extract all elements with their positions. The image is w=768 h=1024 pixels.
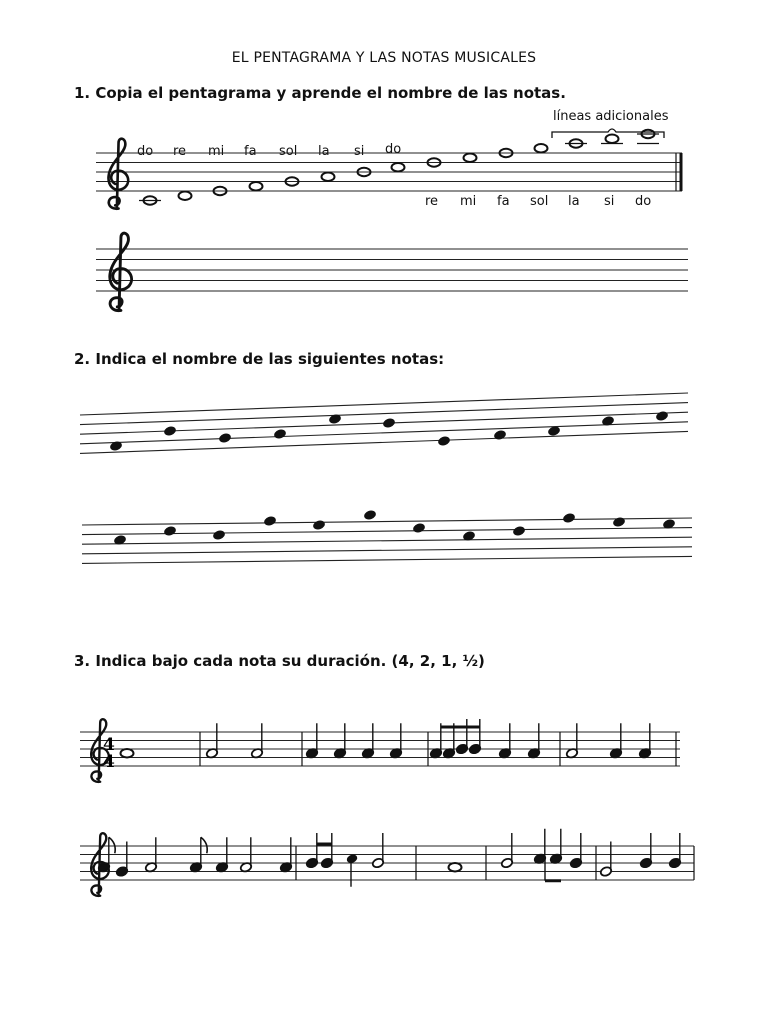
filled-note	[212, 529, 226, 541]
whole-note	[464, 154, 477, 162]
staff-line	[80, 393, 688, 415]
staff-line	[82, 537, 692, 544]
note-name-upper: do	[385, 142, 402, 157]
ledger-lines-label: líneas adicionales	[553, 109, 669, 124]
filled-note	[512, 525, 526, 537]
whole-note	[179, 192, 192, 200]
whole-note	[322, 173, 335, 181]
whole-note	[606, 135, 619, 143]
note-name-lower: re	[425, 194, 439, 209]
filled-note	[163, 525, 177, 537]
time-signature-bottom: 4	[103, 752, 115, 772]
staff-line	[82, 547, 692, 554]
filled-note	[109, 440, 123, 452]
staff-durations-1	[80, 719, 680, 782]
exercise-3-heading: 3. Indica bajo cada nota su duración. (4, 2, 1, ½)	[74, 652, 485, 670]
eighth-flag	[109, 837, 115, 853]
whole-note	[535, 144, 548, 152]
whole-note	[392, 163, 405, 171]
note-name-upper: mi	[208, 144, 225, 159]
note-name-lower: fa	[497, 194, 510, 209]
filled-note	[437, 435, 451, 447]
filled-note	[363, 509, 377, 521]
filled-note	[163, 425, 177, 437]
whole-note	[449, 863, 462, 871]
note-name-lower: do	[635, 194, 652, 209]
note-name-lower: sol	[530, 194, 549, 209]
eighth-flag	[201, 837, 207, 853]
staff-line	[82, 556, 692, 563]
note-name-upper: la	[318, 144, 330, 159]
note-name-upper: fa	[244, 144, 257, 159]
filled-note	[493, 429, 507, 441]
staff-line	[82, 518, 692, 525]
filled-note	[218, 432, 232, 444]
staff-identify-notes-2	[82, 509, 692, 563]
treble-clef-icon	[110, 233, 132, 310]
whole-note	[121, 749, 134, 757]
time-signature-top: 4	[103, 735, 115, 755]
note-name-lower: la	[568, 194, 580, 209]
filled-note	[562, 512, 576, 524]
staff-durations-2	[80, 829, 694, 896]
staff-line	[80, 403, 688, 425]
note-name-upper: do	[137, 144, 154, 159]
filled-note	[273, 428, 287, 440]
note-name-upper: sol	[279, 144, 298, 159]
exercise-1-heading: 1. Copia el pentagrama y aprende el nombre de las notas.	[74, 84, 566, 102]
filled-note	[263, 515, 277, 527]
note-name-upper: si	[354, 144, 365, 159]
filled-note	[412, 522, 426, 534]
staff-identify-notes-1	[80, 393, 688, 453]
page-title: EL PENTAGRAMA Y LAS NOTAS MUSICALES	[231, 50, 537, 66]
exercise-2-heading: 2. Indica el nombre de las siguientes notas:	[74, 350, 445, 368]
filled-note	[612, 516, 626, 528]
filled-note	[312, 519, 326, 531]
staff-note-names	[96, 129, 682, 209]
note-name-lower: mi	[460, 194, 477, 209]
filled-note	[655, 410, 669, 422]
filled-note	[382, 417, 396, 429]
note-name-lower: si	[604, 194, 615, 209]
whole-note	[250, 182, 263, 190]
note-name-upper: re	[173, 144, 187, 159]
treble-clef-icon	[108, 139, 128, 209]
staff-copy-blank	[96, 233, 688, 310]
